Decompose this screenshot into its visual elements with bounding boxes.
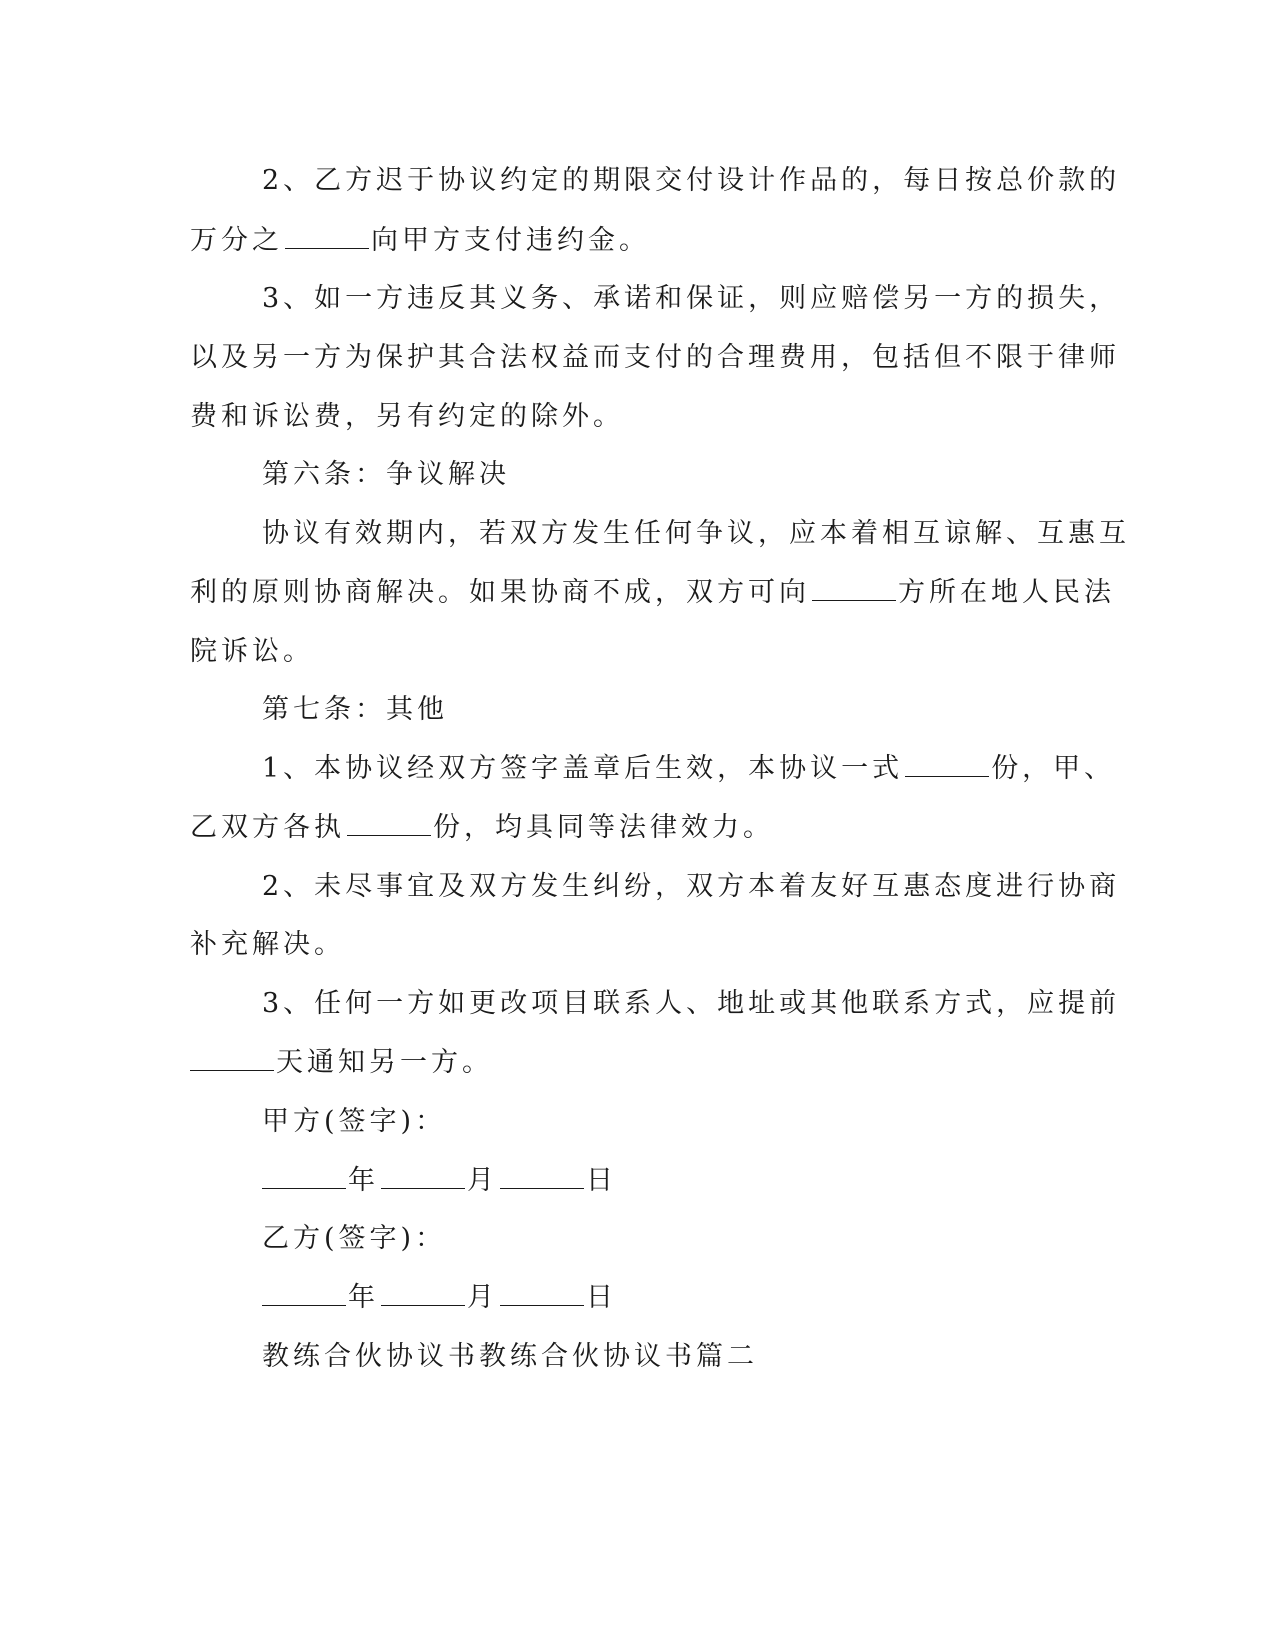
text: 院诉讼。 xyxy=(190,636,314,667)
day-blank xyxy=(500,1166,584,1189)
year-blank xyxy=(262,1283,346,1306)
paragraph-contact-change-cont xyxy=(190,1046,493,1080)
text: 第六条：争议解决 xyxy=(262,459,510,490)
text: 第七条：其他 xyxy=(262,694,448,725)
text: 乙双方各执 xyxy=(190,812,345,843)
party-a-date xyxy=(262,1164,617,1198)
paragraph-damages-cont xyxy=(190,341,1120,375)
text: 协议有效期内，若双方发生任何争议，应本着相互谅解、互惠互 xyxy=(262,518,1130,549)
fill-blank xyxy=(285,226,369,249)
text: 1、本协议经双方签字盖章后生效，本协议一式 xyxy=(262,753,904,784)
text: 万分之 xyxy=(190,225,283,256)
section-title-part-two xyxy=(262,1340,758,1374)
month-label: 月 xyxy=(467,1165,498,1196)
text: 利的原则协商解决。如果协商不成，双方可向 xyxy=(190,577,810,608)
article-six-heading xyxy=(262,458,510,492)
text: 补充解决。 xyxy=(190,929,345,960)
text: 份，甲、 xyxy=(991,753,1116,784)
paragraph-damages-cont2 xyxy=(190,400,624,434)
year-label: 年 xyxy=(348,1282,379,1313)
party-b-date xyxy=(262,1281,617,1315)
paragraph-unresolved-cont xyxy=(190,928,345,962)
text: 3、如一方违反其义务、承诺和保证，则应赔偿另一方的损失， xyxy=(262,283,1121,314)
text: 2、乙方迟于协议约定的期限交付设计作品的，每日按总价款的 xyxy=(262,165,1121,196)
fill-blank xyxy=(190,1048,274,1071)
paragraph-copies xyxy=(262,752,1115,786)
day-blank xyxy=(500,1283,584,1306)
text: 份，均具同等法律效力。 xyxy=(433,812,774,843)
month-blank xyxy=(381,1283,465,1306)
paragraph-dispute-cont xyxy=(190,576,1115,610)
party-a-signature-label xyxy=(262,1105,446,1139)
month-label: 月 xyxy=(467,1282,498,1313)
text: 方所在地人民法 xyxy=(898,577,1115,608)
paragraph-damages xyxy=(262,282,1120,316)
fill-blank xyxy=(905,754,989,777)
paragraph-penalty-delay-cont xyxy=(190,224,650,258)
text: 乙方(签字)： xyxy=(262,1223,447,1254)
text: 甲方(签字)： xyxy=(262,1106,447,1137)
text: 2、未尽事宜及双方发生纠纷，双方本着友好互惠态度进行协商 xyxy=(262,871,1121,902)
paragraph-penalty-delay xyxy=(262,164,1120,198)
text: 费和诉讼费，另有约定的除外。 xyxy=(190,401,624,432)
paragraph-copies-cont xyxy=(190,811,774,845)
article-seven-heading xyxy=(262,693,448,727)
text: 向甲方支付违约金。 xyxy=(371,225,650,256)
day-label: 日 xyxy=(586,1165,617,1196)
day-label: 日 xyxy=(586,1282,617,1313)
paragraph-unresolved xyxy=(262,870,1120,904)
year-blank xyxy=(262,1166,346,1189)
fill-blank xyxy=(812,578,896,601)
paragraph-contact-change xyxy=(262,987,1120,1021)
fill-blank xyxy=(347,813,431,836)
paragraph-dispute xyxy=(262,517,1130,551)
text: 教练合伙协议书教练合伙协议书篇二 xyxy=(262,1341,758,1372)
text: 以及另一方为保护其合法权益而支付的合理费用，包括但不限于律师 xyxy=(190,342,1120,373)
party-b-signature-label xyxy=(262,1222,446,1256)
month-blank xyxy=(381,1166,465,1189)
text: 3、任何一方如更改项目联系人、地址或其他联系方式，应提前 xyxy=(262,988,1121,1019)
paragraph-dispute-cont2 xyxy=(190,635,314,669)
year-label: 年 xyxy=(348,1165,379,1196)
text: 天通知另一方。 xyxy=(276,1047,493,1078)
